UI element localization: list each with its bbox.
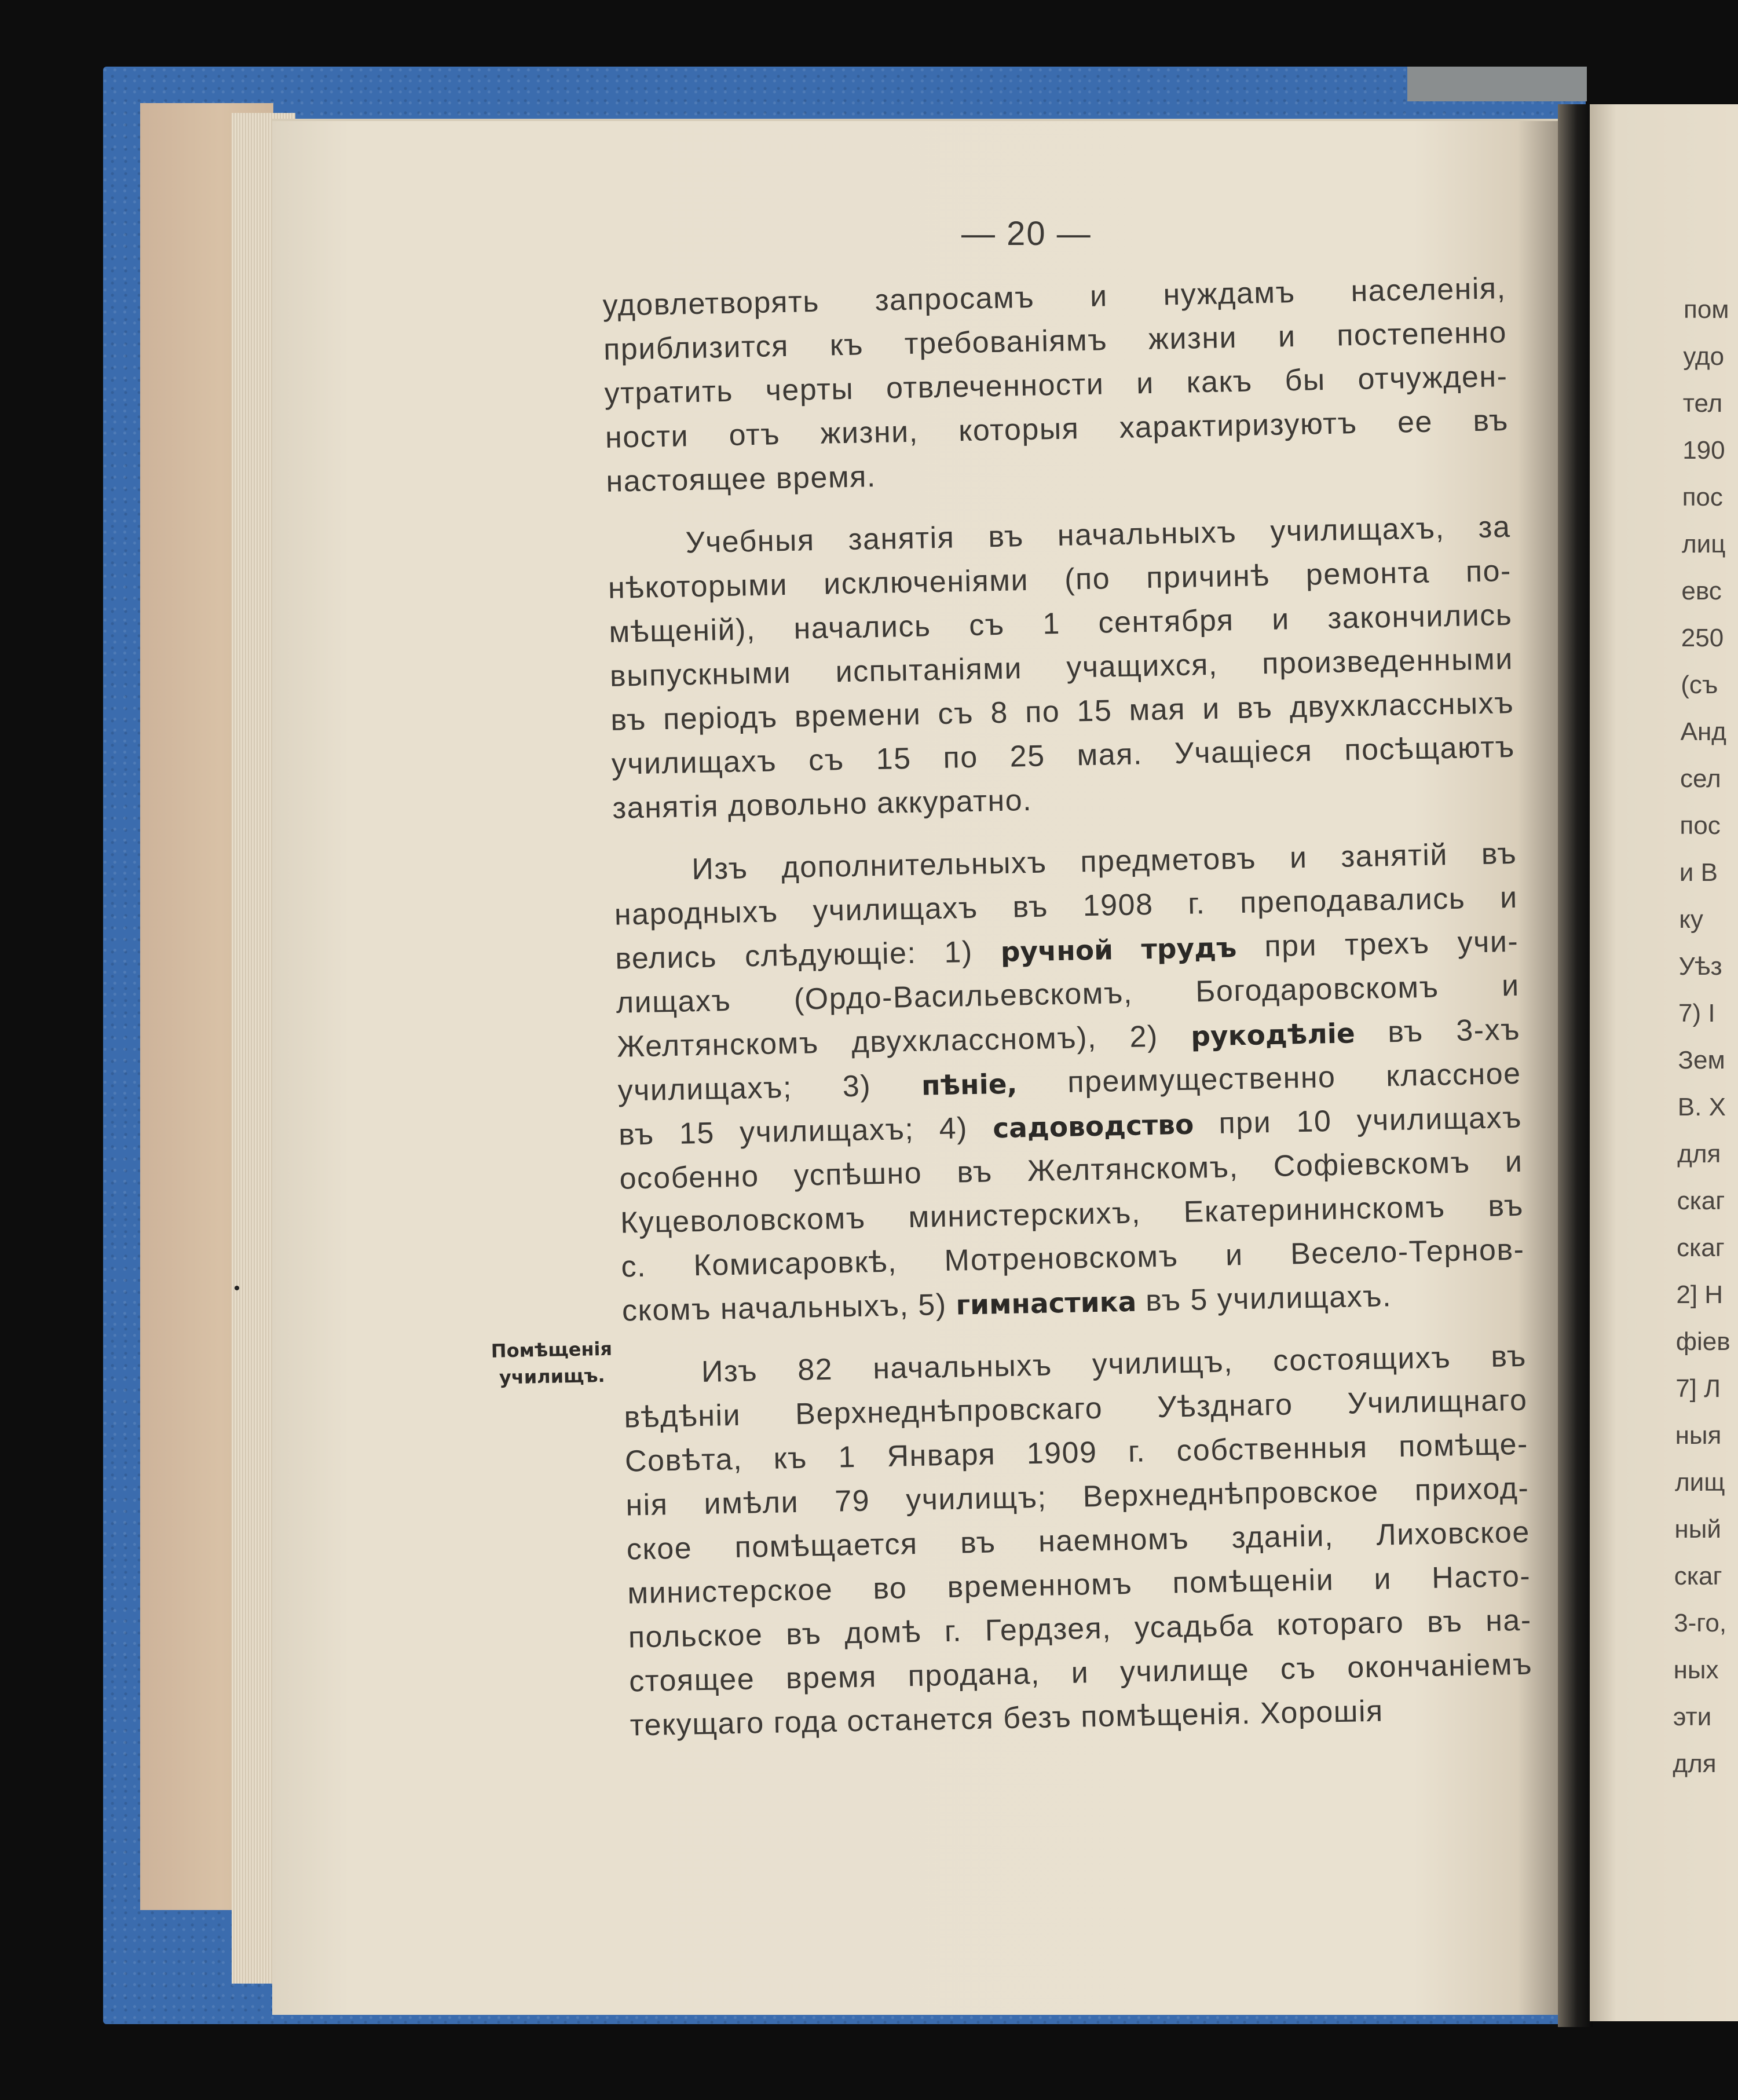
text-line: Изъ 82 начальныхъ училищъ, состоящихъ въ: [701, 1339, 1527, 1389]
text-segment: особенно успѣшно въ Желтянскомъ, Софіевскомъ и: [619, 1144, 1523, 1196]
text-segment: с. Комисаровкѣ, Мотреновскомъ и Весело-Тернов-: [621, 1232, 1525, 1284]
bold-term: садоводство: [992, 1108, 1194, 1145]
text-segment: Изъ дополнительныхъ предметовъ и занятій въ: [691, 836, 1517, 887]
text-segment: въ 3-хъ: [1355, 1012, 1521, 1050]
bold-term: рукодѣліе: [1190, 1018, 1356, 1053]
text-line: въ періодъ времени съ 8 по 15 мая и въ двухклассныхъ: [610, 686, 1514, 737]
text-line: настоящее время.: [606, 459, 877, 499]
right-page-fragment: В. Х: [1677, 1093, 1726, 1121]
right-page-fragment: 250: [1681, 624, 1724, 652]
text-line: выпускными испытаніями учащихся, произведенными: [609, 642, 1514, 693]
right-page-fragment: 7) І: [1678, 999, 1715, 1027]
text-line: мѣщеній), начались съ 1 сентября и закончились: [609, 598, 1513, 649]
text-line: занятія довольно аккуратно.: [612, 783, 1033, 825]
right-page-fragment: скаг: [1677, 1234, 1725, 1262]
right-page-fragment: Анд: [1680, 718, 1726, 746]
text-line: Совѣта, къ 1 Января 1909 г. собственныя помѣще-: [624, 1427, 1529, 1479]
right-page-fragment: тел: [1682, 389, 1723, 418]
text-line: министерское во временномъ помѣщеніи и Насто-: [627, 1559, 1531, 1611]
text-segment: велись слѣдующіе: 1): [614, 935, 1001, 976]
cover-corner-top: [1407, 67, 1587, 101]
text-line: нѣкоторыми исключеніями (по причинѣ ремонта по-: [608, 554, 1512, 605]
bold-term: гимнастика: [956, 1286, 1137, 1322]
right-page-fragment: пом: [1684, 295, 1729, 324]
right-page-fragment: лищ: [1675, 1468, 1725, 1497]
right-page-fragment: и В: [1679, 858, 1718, 887]
text-line: ности отъ жизни, которыя характиризуютъ ее въ: [605, 404, 1509, 455]
right-page-fragment: сел: [1680, 764, 1721, 793]
text-segment: училищахъ; 3): [617, 1068, 922, 1108]
text-line: вѣдѣніи Верхнеднѣпровскаго Уѣзднаго Училищнаго: [624, 1383, 1528, 1435]
cover-mark: [235, 1286, 239, 1290]
text-segment: преимущественно классное: [1016, 1056, 1522, 1100]
right-page-fragment: ный: [1674, 1515, 1721, 1543]
right-page-fragment: фіев: [1675, 1327, 1730, 1356]
text-segment: при 10 училищахъ: [1193, 1100, 1523, 1141]
bold-term: ручной трудъ: [1000, 932, 1237, 969]
margin-heading: [482, 1335, 622, 1391]
text-segment: Куцеволовскомъ министерскихъ, Екатерининскомъ въ: [620, 1188, 1524, 1240]
text-line: приблизится къ требованіямъ жизни и постепенно: [603, 316, 1508, 367]
text-segment: въ 15 училищахъ; 4): [618, 1111, 993, 1152]
text-segment: въ 5 училищахъ.: [1136, 1279, 1392, 1318]
right-page-fragment: пос: [1680, 811, 1721, 840]
right-page-fragment: эти: [1673, 1703, 1712, 1731]
right-page-fragment: скаг: [1674, 1562, 1722, 1590]
right-page-fragment: евс: [1681, 577, 1722, 605]
right-page: [1590, 104, 1738, 2021]
text-segment: лищахъ (Ордо-Васильевскомъ, Богодаровскомъ и: [616, 968, 1520, 1020]
text-line: текущаго года останется безъ помѣщенія. Хорошія: [630, 1694, 1384, 1743]
right-page-fragment: лиц: [1682, 530, 1726, 558]
right-page-fragment: 2] Н: [1676, 1281, 1724, 1309]
right-page-fragment: для: [1673, 1750, 1717, 1778]
book-gutter: [1558, 104, 1593, 2027]
text-line: Учебныя занятія въ начальныхъ училищахъ, за: [685, 510, 1511, 560]
right-page-fragment: (съ: [1681, 671, 1718, 699]
right-page-fragment: для: [1677, 1140, 1721, 1168]
right-page-fragment: 190: [1682, 436, 1725, 464]
right-page-fragment: ку: [1679, 905, 1703, 934]
text-line: удовлетворять запросамъ и нуждамъ населенія,: [602, 272, 1506, 323]
text-segment: народныхъ училищахъ въ 1908 г. преподавались и: [614, 880, 1519, 932]
bold-term: пѣніе,: [921, 1068, 1018, 1102]
page-number: — 20 —: [961, 215, 1092, 253]
right-page-fragment: скаг: [1677, 1187, 1725, 1215]
right-page-fragment: удо: [1683, 342, 1725, 371]
right-page-fragment: 7] Л: [1675, 1374, 1721, 1403]
right-page-fragment: Зем: [1678, 1046, 1725, 1074]
text-line: стоящее время продана, и училище съ окончаніемъ: [628, 1647, 1533, 1699]
right-page-fragment: ныя: [1675, 1421, 1722, 1450]
text-segment: Желтянскомъ двухклассномъ), 2): [616, 1019, 1191, 1064]
text-segment: при трехъ учи-: [1236, 924, 1519, 964]
body-text: [602, 266, 1534, 1747]
margin-heading-line: Помѣщенія: [491, 1337, 613, 1362]
text-line: утратить черты отвлеченности и какъ бы отчужден-: [604, 360, 1508, 411]
right-page-fragment: пос: [1682, 483, 1723, 511]
text-line: польское въ домѣ г. Гердзея, усадьба котораго въ на-: [628, 1603, 1532, 1655]
right-page-fragment: ных: [1673, 1656, 1719, 1684]
right-page-fragment: Уѣз: [1678, 952, 1722, 981]
margin-heading-line: училищъ.: [499, 1364, 605, 1389]
text-segment: скомъ начальныхъ, 5): [621, 1287, 957, 1328]
text-line: нія имѣли 79 училищъ; Верхнеднѣпровское приход-: [625, 1471, 1530, 1523]
text-line: училищахъ съ 15 по 25 мая. Учащіеся посѣщаютъ: [611, 730, 1516, 781]
right-page-fragment: 3-го,: [1674, 1609, 1727, 1637]
text-line: ское помѣщается въ наемномъ зданіи, Лиховское: [626, 1515, 1531, 1567]
